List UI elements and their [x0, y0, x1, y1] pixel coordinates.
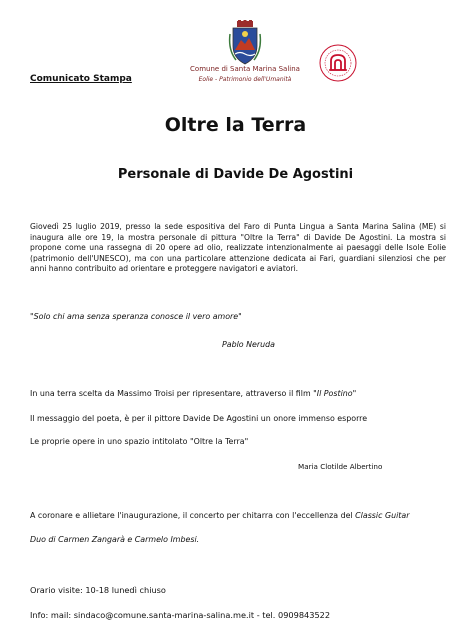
municipality-coat-of-arms-icon — [228, 20, 262, 66]
concert-text: A coronare e allietare l'inaugurazione, il concerto per chitarra con l'eccellenza del — [30, 511, 356, 520]
contact-info: Info: mail: sindaco@comune.santa-marina-salina.me.it - tel. 0909843522 — [30, 610, 331, 620]
page-title: Oltre la Terra — [164, 114, 307, 136]
quote-text: "Solo chi ama senza speranza conosce il vero amore" — [30, 312, 242, 321]
municipality-subtitle: Eolie - Patrimonio dell'Umanità — [198, 76, 292, 83]
intro-paragraph: Giovedì 25 luglio 2019, presso la sede espositiva del Faro di Punta Lingua a Santa Marina Salina (ME) si inaugura alle ore 19, la mostra personale di pittura "Oltre la Terra" di Davide De Agostini. La mostra si propone come una rassegna di 20 opere ad olio, realizzate intenzionalmente ai paesaggi delle Isole Eolie (patrimonio dell'UNESCO), ma con una particolare attenzione dedicata ai Fari, guardiani silenziosi che per anni hanno contribuito ad orientare e proteggere navigatori e aviatori. — [30, 222, 446, 273]
quote-author: Pablo Neruda — [222, 340, 275, 349]
exhibition-space-paragraph: Le proprie opere in uno spazio intitolato "Oltre la Terra" — [30, 437, 249, 446]
film-paragraph-text: In una terra scelta da Massimo Troisi per ripresentare, attraverso il film — [30, 389, 314, 398]
film-paragraph — [30, 389, 356, 398]
author-signature: Maria Clotilde Albertino — [298, 462, 383, 471]
unesco-world-heritage-icon — [319, 44, 357, 82]
poet-message-paragraph: Il messaggio del poeta, è per il pittore Davide De Agostini un onore immenso esporre — [30, 414, 368, 423]
duo-name: Classic Guitar — [355, 511, 410, 520]
visiting-hours: Orario visite: 10-18 lunedì chiuso — [30, 585, 166, 595]
film-title: "Il Postino" — [313, 389, 357, 398]
page-subtitle: Personale di Davide De Agostini — [117, 167, 354, 182]
municipality-name: Comune di Santa Marina Salina — [190, 65, 300, 73]
concert-performers: Duo di Carmen Zangarà e Carmelo Imbesi. — [30, 535, 200, 544]
press-release-label: Comunicato Stampa — [30, 74, 132, 84]
concert-paragraph — [30, 511, 409, 520]
